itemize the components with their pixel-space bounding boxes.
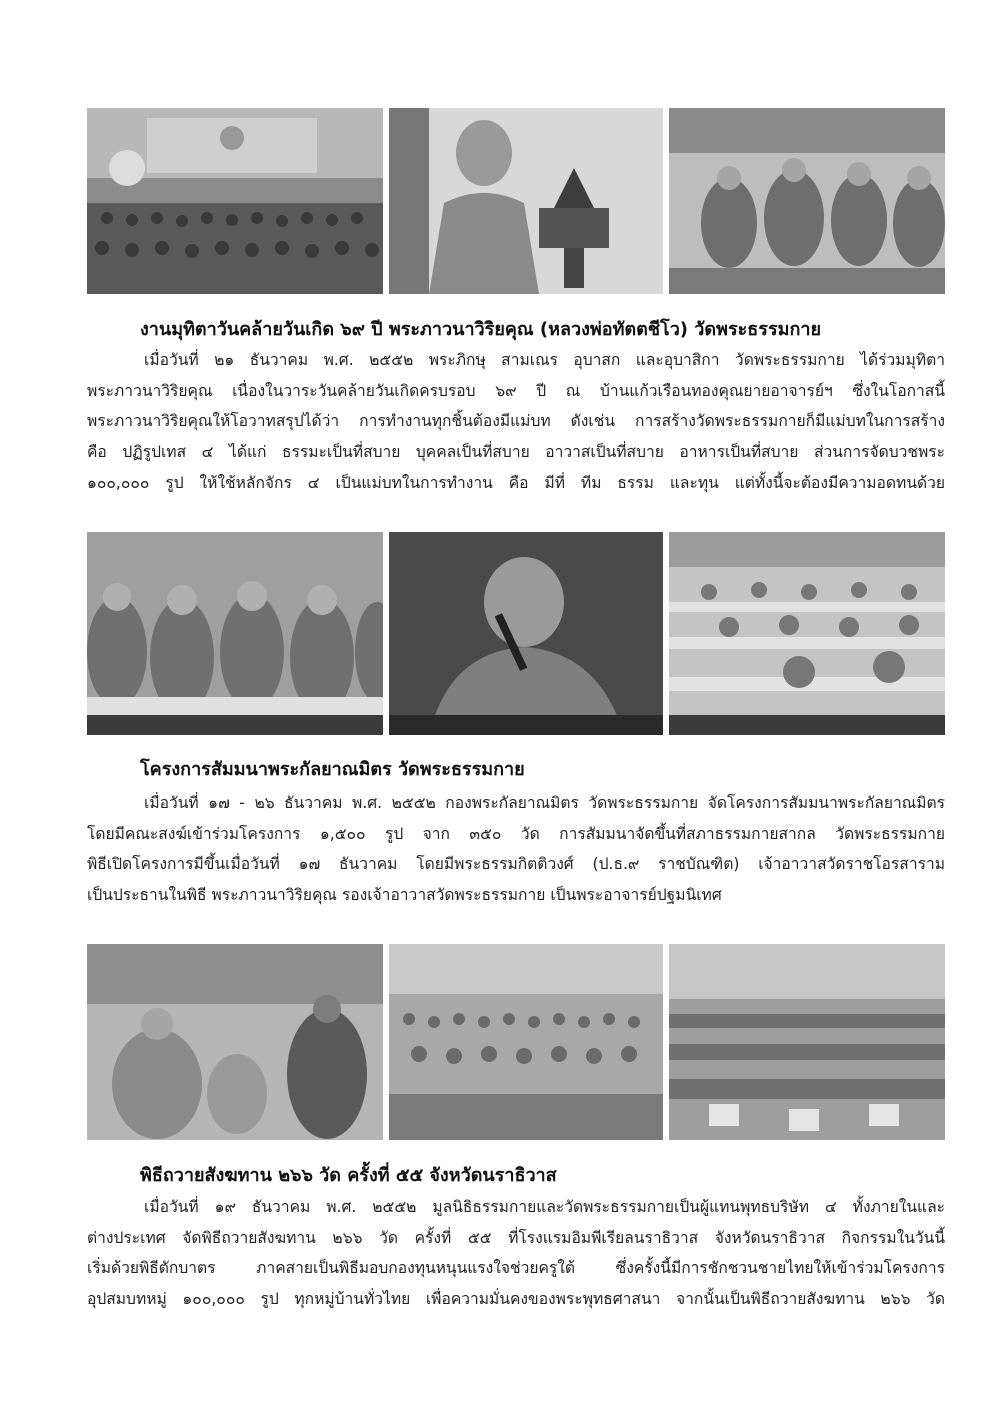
- paragraph-line: เมื่อวันที่ ๑๗ - ๒๖ ธันวาคม พ.ศ. ๒๕๕๒ กองพระกัลยาณมิตร วัดพระธรรมกาย จัดโครงการสัมมนาพระกัลยาณมิตร: [144, 794, 945, 812]
- paragraph-line: เริ่มด้วยพิธีตักบาตร ภาคสายเป็นพิธีมอบกองทุนหนุนแรงใจช่วยครูใต้ ซึ่งครั้งนี้มีการชักชวนชายไทยให้เข้าร่วมโครงการ: [87, 1259, 945, 1278]
- section-heading-2: โครงการสัมมนาพระกัลยาณมิตร วัดพระธรรมกาย: [140, 759, 525, 780]
- paragraph-line: เมื่อวันที่ ๑๙ ธันวาคม พ.ศ. ๒๕๕๒ มูลนิธิธรรมกายและวัดพระธรรมกายเป็นผู้แทนพุทธบริษัท ๔ ทั้งภายในและ: [144, 1198, 945, 1216]
- photo-speaker-monk: [389, 532, 663, 735]
- paragraph-line: พระภาวนาวิริยคุณ เนื่องในวาระวันคล้ายวันเกิดครบรอบ ๖๙ ปี ณ บ้านแก้วเรือนทองคุณยายอาจารย์ฯ ซึ่งในโอกาสนี้: [87, 381, 945, 400]
- photo-banquet-room: [669, 944, 945, 1140]
- paragraph-line: คือ ปฏิรูปเทส ๔ ได้แก่ ธรรมะเป็นที่สบาย บุคคลเป็นที่สบาย อาวาสเป็นที่สบาย อาหารเป็นที่สบาย ส่วนการจัดบวชพระ: [87, 443, 945, 462]
- photo-crowd-hall: [389, 944, 663, 1140]
- photo-row-3: [87, 944, 945, 1140]
- photo-ceremony-hall: [87, 108, 383, 294]
- paragraph-line: เมื่อวันที่ ๒๑ ธันวาคม พ.ศ. ๒๕๕๒ พระภิกษุ สามเณร อุบาสก และอุบาสิกา วัดพระธรรมกาย ได้ร่วมมุทิตา: [144, 351, 945, 369]
- photo-row-1: [87, 108, 945, 294]
- section-heading-3: พิธีถวายสังฆทาน ๒๖๖ วัด ครั้งที่ ๕๕ จังหวัดนราธิวาส: [140, 1165, 557, 1186]
- photo-seminar-hall: [669, 532, 945, 735]
- paragraph-line: เป็นประธานในพิธี พระภาวนาวิริยคุณ รองเจ้าอาวาสวัดพระธรรมกาย เป็นพระอาจารย์ปฐมนิเทศ: [87, 886, 722, 905]
- photo-monks-seated: [669, 108, 945, 294]
- section-paragraph-3: [87, 1192, 945, 1315]
- photo-senior-monk: [389, 108, 663, 294]
- paragraph-line: อุปสมบทหมู่ ๑๐๐,๐๐๐ รูป ทุกหมู่บ้านทั่วไทย เพื่อความมั่นคงของพระพุทธศาสนา จากนั้นเป็นพิธีถวายสังฆทาน ๒๖๖ วัด: [87, 1290, 945, 1309]
- paragraph-line: ๑๐๐,๐๐๐ รูป ให้ใช้หลักจักร ๔ เป็นแม่บทในการทำงาน คือ มีที่ ทีม ธรรม และทุน แต่ทั้งนี้จะต้องมีความอดทนด้วย: [87, 473, 945, 492]
- section-heading-1: งานมุทิตาวันคล้ายวันเกิด ๖๙ ปี พระภาวนาวิริยคุณ (หลวงพ่อทัตตชีโว) วัดพระธรรมกาย: [140, 319, 822, 340]
- section-paragraph-2: [87, 788, 945, 911]
- photo-row-2: [87, 532, 945, 735]
- paragraph-line: พระภาวนาวิริยคุณให้โอวาทสรุปได้ว่า การทำงานทุกชิ้นต้องมีแม่บท ดังเช่น การสร้างวัดพระธรรมกายก็มีแม่บทในการสร้าง: [87, 412, 945, 431]
- photo-seminar-monks: [87, 532, 383, 735]
- paragraph-line: โดยมีคณะสงฆ์เข้าร่วมโครงการ ๑,๕๐๐ รูป จาก ๓๕๐ วัด การสัมมนาจัดขึ้นที่สภาธรรมกายสากล วัดพระธรรมกาย: [87, 824, 945, 843]
- paragraph-line: พิธีเปิดโครงการมีขึ้นเมื่อวันที่ ๑๗ ธันวาคม โดยมีพระธรรมกิตติวงศ์ (ป.ธ.๙ ราชบัณฑิต) เจ้าอาวาสวัดราชโอรสาราม: [87, 855, 945, 874]
- photo-offering-ceremony: [87, 944, 383, 1140]
- section-paragraph-1: [87, 345, 945, 499]
- paragraph-line: ต่างประเทศ จัดพิธีถวายสังฆทาน ๒๖๖ วัด ครั้งที่ ๕๕ ที่โรงแรมอิมพีเรียลนราธิวาส จังหวัดนราธิวาส กิจกรรมในวันนี้: [87, 1228, 945, 1247]
